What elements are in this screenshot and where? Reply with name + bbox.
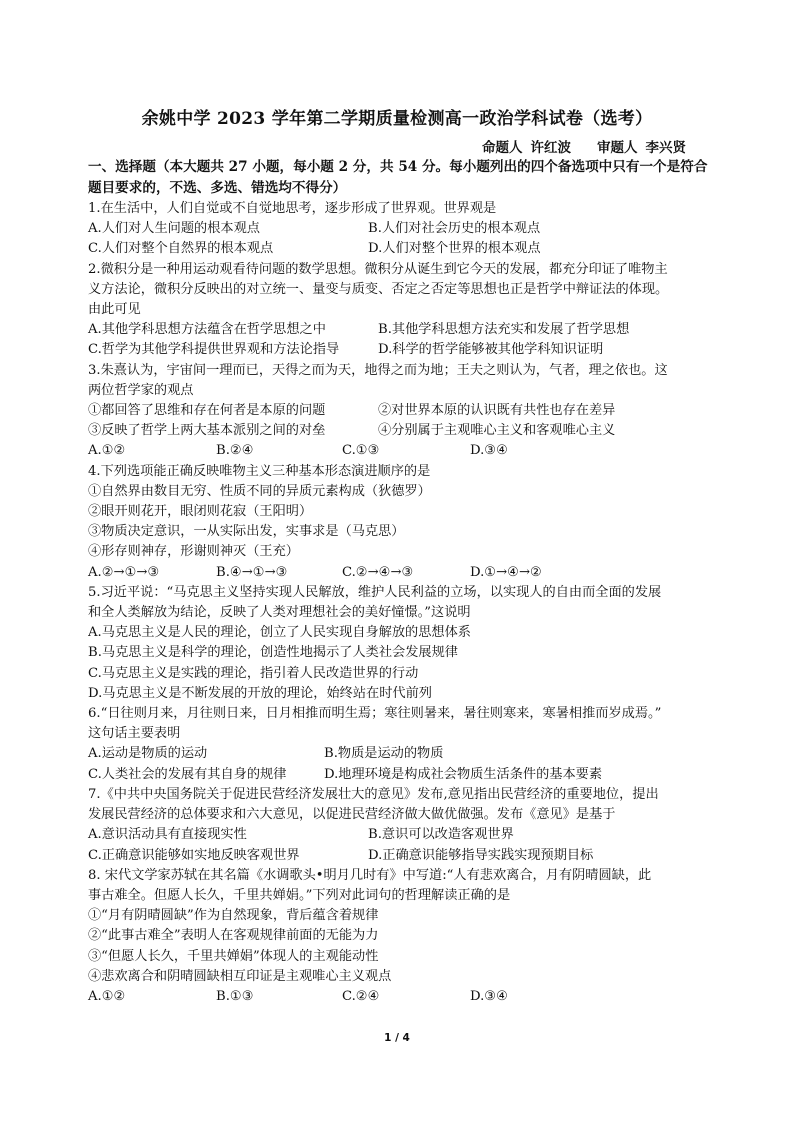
option-d: D.③④	[470, 443, 508, 459]
option-c: C.哲学为其他学科提供世界观和方法论指导	[88, 342, 340, 358]
option-a: A.人们对人生问题的根本观点	[88, 221, 260, 237]
option-c: C.人类社会的发展有其自身的规律	[88, 766, 287, 782]
option-d: D.马克思主义是不断发展的开放的理论，始终站在时代前列	[88, 685, 432, 701]
question-stem: 5.习近平说：“马克思主义坚持实现人民解放，维护人民利益的立场，以实现人的自由而全面的发展	[88, 584, 662, 600]
option-b: B.其他学科思想方法充实和发展了哲学思想	[378, 322, 630, 338]
statement-4: ④形存则神存，形谢则神灭（王充）	[88, 544, 299, 560]
option-b: B.人们对社会历史的根本观点	[368, 221, 541, 237]
section-heading	[88, 157, 710, 199]
option-a: A.其他学科思想方法蕴含在哲学思想之中	[88, 322, 326, 338]
option-a: A.②→①→③	[88, 564, 160, 580]
option-b: B.马克思主义是科学的理论，创造性地揭示了人类社会发展规律	[88, 645, 458, 661]
question-7	[88, 785, 710, 866]
option-d: D.地理环境是构成社会物质生活条件的基本要素	[324, 766, 603, 782]
option-b: B.物质是运动的物质	[324, 746, 444, 762]
option-d: D.正确意识能够指导实践实现预期目标	[368, 847, 594, 863]
setter-name: 许红波	[530, 140, 571, 156]
option-b: B.④→①→③	[216, 564, 288, 580]
option-c: C.马克思主义是实践的理论，指引着人民改造世界的行动	[88, 665, 419, 681]
page-number: 1 / 4	[384, 1032, 410, 1044]
section-heading-line: 题目要求的，不选、多选、错选均不得分）	[88, 180, 347, 196]
question-5	[88, 583, 710, 704]
statement-3: ③“但愿人长久，千里共婵娟”体现人的主观能动性	[88, 948, 379, 964]
option-a: A.意识活动具有直接现实性	[88, 827, 247, 843]
reviewer-name: 李兴贤	[645, 140, 686, 156]
question-2	[88, 260, 710, 361]
option-c: C.正确意识能够如实地反映客观世界	[88, 847, 300, 863]
statement-3: ③反映了哲学上两大基本派别之间的对垒	[88, 423, 326, 439]
exam-content	[88, 157, 710, 1007]
exam-title: 余姚中学 2023 学年第二学期质量检测高一政治学科试卷（选考）	[141, 109, 653, 129]
statement-2: ②对世界本原的认识既有共性也存在差异	[378, 403, 616, 419]
statement-1: ①都回答了思维和存在何者是本原的问题	[88, 403, 326, 419]
question-stem: 和全人类解放为结论，反映了人类对理想社会的美好憧憬。”这说明	[88, 605, 471, 621]
reviewer-label: 审题人	[597, 140, 638, 156]
question-stem: 两位哲学家的观点	[88, 382, 194, 398]
setter-label: 命题人	[482, 140, 523, 156]
option-a: A.运动是物质的运动	[88, 746, 208, 762]
statement-1: ①自然界由数目无穷、性质不同的异质元素构成（狄德罗）	[88, 483, 431, 499]
question-stem: 事古难全。但愿人长久，千里共婵娟。”下列对此词句的哲理解读正确的是	[88, 887, 511, 903]
question-8	[88, 866, 710, 1007]
option-d: D.人们对整个世界的根本观点	[368, 241, 541, 257]
option-a: A.马克思主义是人民的理论，创立了人民实现自身解放的思想体系	[88, 625, 471, 641]
question-stem: 3.朱熹认为，宇宙间一理而已，天得之而为天，地得之而为地；王夫之则认为，气者，理之依也。这	[88, 362, 668, 378]
question-stem: 这句话主要表明	[88, 726, 181, 742]
statement-4: ④悲欢离合和阴晴圆缺相互印证是主观唯心主义观点	[88, 968, 392, 984]
option-c: C.②④	[342, 988, 380, 1004]
statement-2: ②眼开则花开，眼闭则花寂（王阳明）	[88, 504, 313, 520]
option-d: D.科学的哲学能够被其他学科知识证明	[378, 342, 604, 358]
question-stem: 2.微积分是一种用运动观看待问题的数学思想。微积分从诞生到它今天的发展，都充分印证了唯物主	[88, 261, 668, 277]
question-stem: 义方法论，微积分反映出的对立统一、量变与质变、否定之否定等思想也正是哲学中辩证法的体现。	[88, 281, 669, 297]
option-a: A.①②	[88, 988, 126, 1004]
option-c: C.②→④→③	[342, 564, 414, 580]
question-stem: 7.《中共中央国务院关于促进民营经济发展壮大的意见》发布,意见指出民营经济的重要地位，提出	[88, 786, 659, 802]
question-stem: 4.下列选项能正确反映唯物主义三种基本形态演进顺序的是	[88, 463, 431, 479]
option-a: A.①②	[88, 443, 126, 459]
statement-1: ①“月有阴晴圆缺”作为自然现象，背后蕴含着规律	[88, 908, 379, 924]
option-d: D.①→④→②	[470, 564, 542, 580]
question-3	[88, 361, 710, 462]
section-heading-line: 一、选择题（本大题共 27 小题，每小题 2 分，共 54 分。每小题列出的四个备选项中只有一个是符合	[88, 159, 708, 175]
option-b: B.意识可以改造客观世界	[368, 827, 514, 843]
option-c: C.①③	[342, 443, 380, 459]
option-d: D.③④	[470, 988, 508, 1004]
question-stem: 8. 宋代文学家苏轼在其名篇《水调歌头•明月几时有》中写道:“人有悲欢离合，月有阴晴圆缺，此	[88, 867, 652, 883]
question-stem: 6.“日往则月来，月往则日来，日月相推而明生焉；寒往则暑来，暑往则寒来，寒暑相推而岁成焉。”	[88, 706, 662, 722]
statement-3: ③物质决定意识，一从实际出发，实事求是（马克思）	[88, 524, 405, 540]
option-b: B.①③	[216, 988, 254, 1004]
question-6	[88, 704, 710, 785]
statement-4: ④分别属于主观唯心主义和客观唯心主义	[378, 423, 616, 439]
question-4	[88, 462, 710, 583]
option-c: C.人们对整个自然界的根本观点	[88, 241, 274, 257]
question-stem: 由此可见	[88, 302, 141, 318]
question-stem: 发展民营经济的总体要求和六大意见，以促进民营经济做大做优做强。发布《意见》是基于	[88, 807, 616, 823]
statement-2: ②“此事古难全”表明人在客观规律前面的无能为力	[88, 928, 379, 944]
option-b: B.②④	[216, 443, 254, 459]
author-line	[474, 136, 686, 156]
question-stem: 1.在生活中，人们自觉或不自觉地思考，逐步形成了世界观。世界观是	[88, 201, 497, 216]
question-1	[88, 199, 710, 260]
